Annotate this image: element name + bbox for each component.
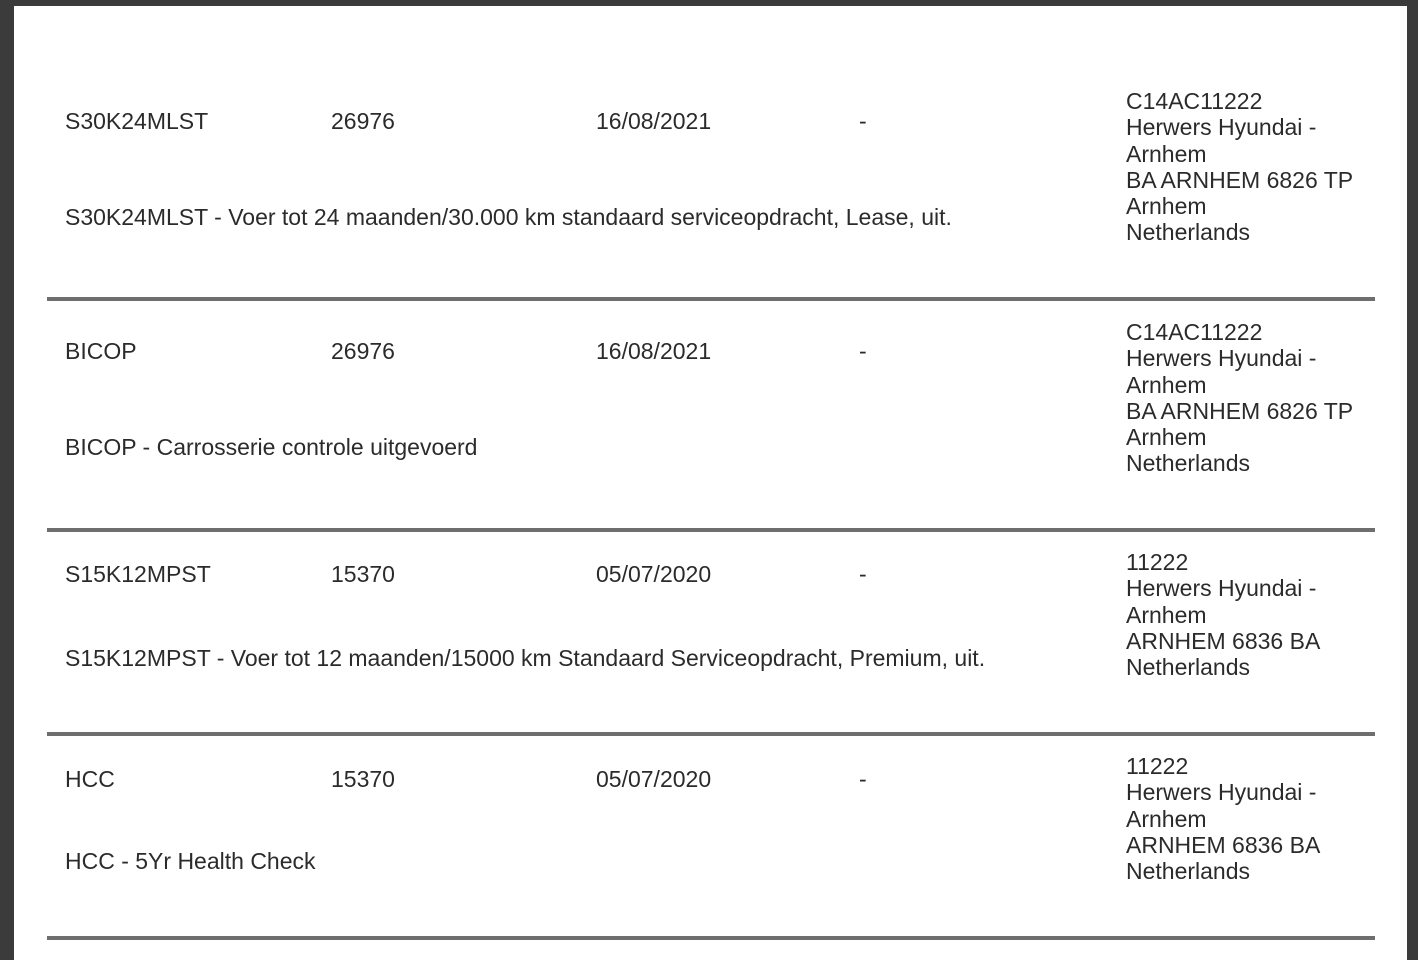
service-description: S15K12MPST - Voer tot 12 maanden/15000 km Standaard Serviceopdracht, Premium, uit. — [65, 645, 986, 671]
service-code: S15K12MPST — [65, 561, 211, 587]
address-line: Netherlands — [1126, 450, 1251, 477]
address-line: Arnhem — [1126, 424, 1207, 451]
mileage: 15370 — [331, 561, 395, 587]
record-divider — [47, 528, 1375, 532]
address-line: 11222 — [1126, 549, 1189, 575]
dealer-address — [1126, 549, 1320, 680]
service-date: 05/07/2020 — [596, 561, 712, 587]
extra-field: - — [859, 561, 867, 587]
service-description: S30K24MLST - Voer tot 24 maanden/30.000 km standaard serviceopdracht, Lease, uit. — [65, 204, 952, 230]
address-line: Herwers Hyundai - — [1126, 779, 1317, 806]
address-line: C14AC11222 — [1126, 319, 1263, 345]
address-line: Herwers Hyundai - — [1126, 345, 1317, 372]
address-line: Netherlands — [1126, 654, 1251, 681]
document-page — [14, 6, 1407, 960]
address-line: Arnhem — [1126, 805, 1207, 832]
address-line: Netherlands — [1126, 219, 1251, 246]
service-date: 16/08/2021 — [596, 108, 712, 134]
mileage: 26976 — [331, 338, 395, 364]
service-code: HCC — [65, 766, 115, 792]
service-date: 16/08/2021 — [596, 338, 712, 364]
address-line: Herwers Hyundai - — [1126, 575, 1317, 602]
address-line: C14AC11222 — [1126, 88, 1263, 114]
address-line: ARNHEM 6836 BA — [1126, 627, 1321, 654]
record-divider — [47, 936, 1375, 940]
address-line: Arnhem — [1126, 601, 1207, 628]
address-line: ARNHEM 6836 BA — [1126, 831, 1321, 858]
service-date: 05/07/2020 — [596, 766, 712, 792]
address-line: Netherlands — [1126, 858, 1251, 885]
extra-field: - — [859, 766, 867, 792]
address-line: BA ARNHEM 6826 TP — [1126, 397, 1354, 424]
address-line: BA ARNHEM 6826 TP — [1126, 166, 1354, 193]
record-divider — [47, 297, 1375, 301]
address-line: Arnhem — [1126, 193, 1207, 220]
dealer-address — [1126, 753, 1320, 884]
address-line: 11222 — [1126, 753, 1189, 779]
dealer-address — [1126, 88, 1353, 246]
service-code: BICOP — [65, 338, 137, 364]
mileage: 26976 — [331, 108, 395, 134]
service-description: HCC - 5Yr Health Check — [65, 848, 316, 874]
address-line: Arnhem — [1126, 371, 1207, 398]
service-code: S30K24MLST — [65, 108, 209, 134]
mileage: 15370 — [331, 766, 395, 792]
extra-field: - — [859, 338, 867, 364]
address-line: Herwers Hyundai - — [1126, 114, 1317, 141]
extra-field: - — [859, 108, 867, 134]
service-description: BICOP - Carrosserie controle uitgevoerd — [65, 434, 478, 460]
dealer-address — [1126, 319, 1353, 477]
address-line: Arnhem — [1126, 140, 1207, 167]
record-divider — [47, 732, 1375, 736]
